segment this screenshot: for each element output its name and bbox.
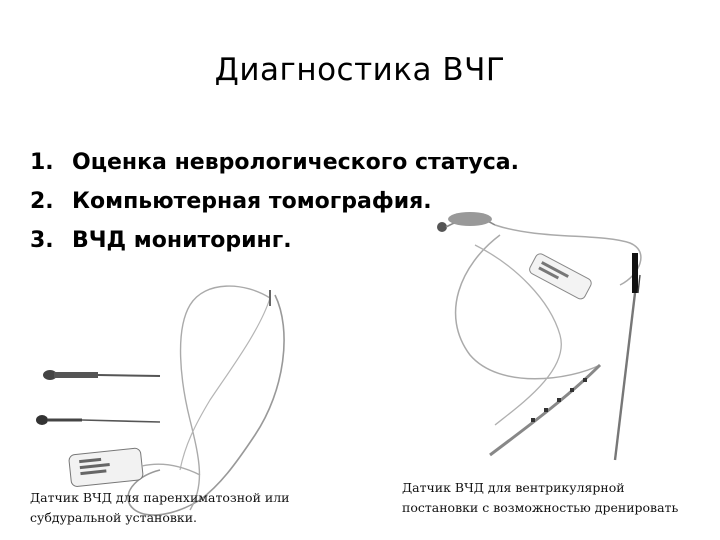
list-item-number: 2.	[30, 189, 54, 214]
left-caption	[30, 488, 290, 528]
list-item-text: Компьютерная томография.	[72, 189, 432, 214]
left-caption-line: Датчик ВЧД для паренхиматозной или	[30, 490, 290, 505]
right-caption	[402, 478, 678, 518]
right-caption-line: Датчик ВЧД для вентрикулярной	[402, 480, 625, 495]
list-item-number: 3.	[30, 228, 54, 253]
list-item-text: ВЧД мониторинг.	[72, 228, 292, 253]
list-item	[30, 146, 519, 185]
ventricular-sensor-image	[400, 205, 690, 480]
right-caption-line: постановки с возможностью дренировать	[402, 500, 679, 515]
list-item-number: 1.	[30, 150, 54, 175]
left-caption-line: субдуральной установки.	[30, 510, 198, 525]
list-item-text: Оценка неврологического статуса.	[72, 150, 519, 175]
slide-title: Диагностика ВЧГ	[214, 52, 506, 88]
